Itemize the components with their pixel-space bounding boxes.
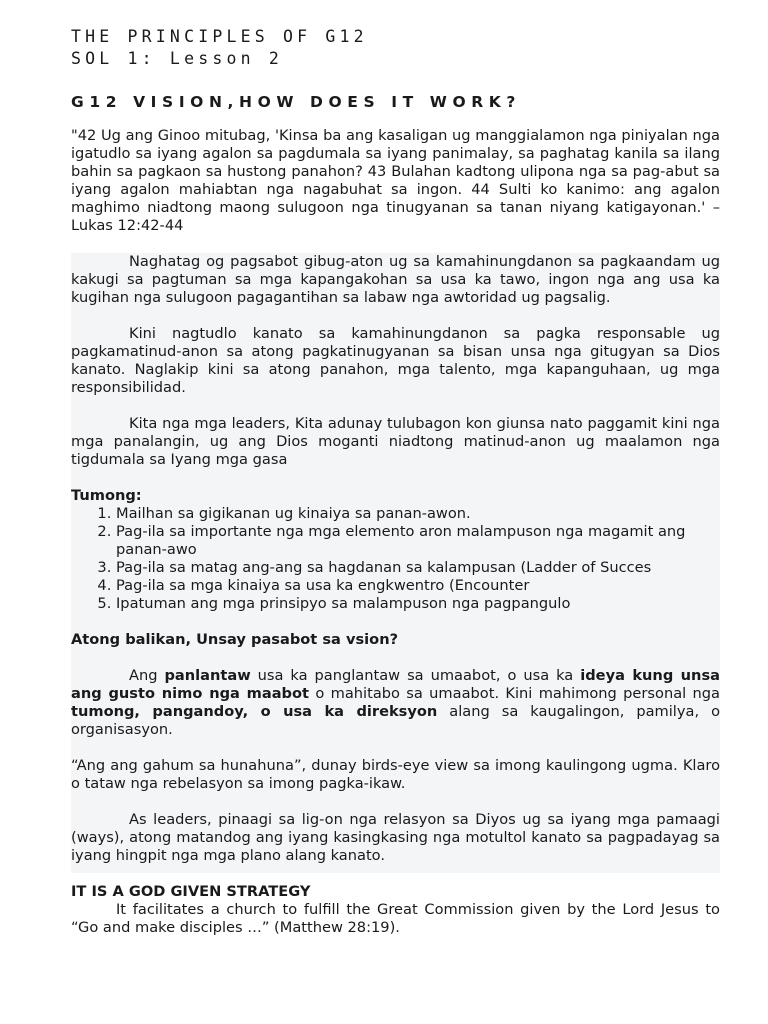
section-title: G12 VISION,HOW DOES IT WORK? [71, 93, 521, 111]
strategy-paragraph: It facilitates a church to fulfill the Great Commission given by the Lord Jesus to “Go and make disciples …” (Matthew 28:19). [71, 901, 720, 936]
shaded-body [71, 253, 720, 873]
document-page [71, 26, 720, 937]
list-item: 1. Mailhan sa gigikanan ug kinaiya sa panan-awon. [116, 505, 720, 523]
vision-definition-paragraph [71, 667, 720, 739]
body-paragraph-2: Kini nagtudlo kanato sa kamahinungdanon sa pagka responsable ug pagkamatinud-anon sa atong pagkatinugyanan sa bisan unsa nga gitugyan sa Dios kanato. Naglakip kini sa atong panahon, mga talento, mga kapanguhaan, ug mga responsibilidad. [71, 325, 720, 396]
text-run: usa ka panglantaw sa umaabot, o usa ka [250, 667, 581, 684]
text-run: Ang [129, 667, 165, 684]
doc-subtitle: SOL 1: Lesson 2 [71, 49, 284, 68]
strategy-heading: IT IS A GOD GIVEN STRATEGY [71, 883, 311, 900]
bold-phrase-tumong: tumong, pangandoy, o usa ka direksyon [71, 703, 438, 720]
tumong-list [71, 505, 720, 613]
list-item: 4. Pag-ila sa mga kinaiya sa usa ka engkwentro (Encounter [116, 577, 720, 595]
list-item: 2. Pag-ila sa importante nga mga elemento aron malampuson nga magamit ang panan-awo [116, 523, 720, 559]
text-run: alang sa kaugalingon, pamilya, o organisasyon. [71, 703, 721, 738]
body-paragraph-3: Kita nga mga leaders, Kita adunay tulubagon kon giunsa nato paggamit kini nga mga panalangin, ug ang Dios moganti niadtong matinud-anon ug maalamon nga tigdumala sa Iyang mga gasa [71, 415, 720, 468]
hunahuna-paragraph: “Ang ang gahum sa hunahuna”, dunay birds-eye view sa imong kaulingong ugma. Klaro o tataw nga rebelasyon sa imong pagka-ikaw. [71, 757, 720, 792]
text-run: o mahitabo sa umaabot. Kini mahimong personal nga [309, 685, 720, 702]
scripture-quote: "42 Ug ang Ginoo mitubag, 'Kinsa ba ang kasaligan ug manggialamon nga piniyalan nga igatudlo sa iyang agalon sa pagdumala sa iyang panimalay, sa paghatag kanila sa ilang bahin sa pagkaon sa hustong panahon? 43 Bulahan kadtong ulipona nga sa pag-abut sa iyang agalon mahiabtan nga nagabuhat sa ingon. 44 Sulti ko kanimo: ang agalon maghimo niadtong maong sulugoon nga tinugyanan sa tanan niyang katigayonan.' – Lukas 12:42-44 [71, 127, 720, 234]
bold-phrase-ideya: ideya kung unsa ang gusto nimo nga maabot [71, 667, 720, 702]
doc-title: THE PRINCIPLES OF G12 [71, 27, 368, 46]
bold-term-panlantaw: panlantaw [164, 667, 251, 684]
list-item: 5. Ipatuman ang mga prinsipyo sa malampuson nga pagpangulo [116, 595, 720, 613]
list-item: 3. Pag-ila sa matag ang-ang sa hagdanan sa kalampusan (Ladder of Succes [116, 559, 720, 577]
leaders-paragraph: As leaders, pinaagi sa lig-on nga relasyon sa Diyos ug sa iyang mga pamaagi (ways), atong matandog ang iyang kasingkasing nga motultol kanato sa pagpadayag sa iyang hingpit nga mga plano alang kanato. [71, 811, 720, 864]
body-paragraph-1: Naghatag og pagsabot gibug-aton ug sa kamahinungdanon sa pagkaandam ug kakugi sa pagtuman sa mga kapangakohan sa usa ka tawo, ingon nga ang usa ka kugihan nga sulugoon pagagantihan sa labaw nga awtoridad ug pagsalig. [71, 253, 720, 306]
tumong-label: Tumong: [71, 487, 142, 504]
balikan-label: Atong balikan, Unsay pasabot sa vsion? [71, 631, 399, 648]
